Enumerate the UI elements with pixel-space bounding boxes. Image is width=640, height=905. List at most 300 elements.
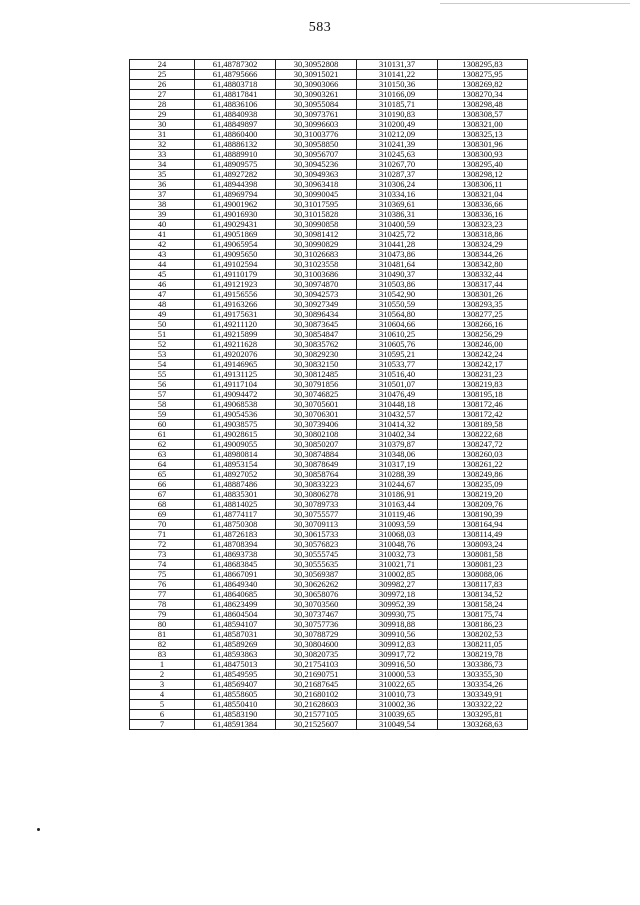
latitude-cell: 61,48750308	[195, 520, 276, 530]
longitude-cell: 30,21628603	[276, 700, 357, 710]
latitude-cell: 61,48558605	[195, 690, 276, 700]
x-coordinate-cell: 310002,36	[357, 700, 438, 710]
longitude-cell: 30,30626262	[276, 580, 357, 590]
longitude-cell: 30,30996603	[276, 120, 357, 130]
point-number-cell: 39	[130, 210, 195, 220]
x-coordinate-cell: 310550,59	[357, 300, 438, 310]
point-number-cell: 5	[130, 700, 195, 710]
x-coordinate-cell: 310306,24	[357, 180, 438, 190]
y-coordinate-cell: 1308172,46	[438, 400, 528, 410]
table-row	[130, 530, 528, 540]
x-coordinate-cell: 310131,37	[357, 60, 438, 70]
y-coordinate-cell: 1308324,29	[438, 240, 528, 250]
y-coordinate-cell: 1308081,23	[438, 560, 528, 570]
longitude-cell: 30,30973761	[276, 110, 357, 120]
table-row	[130, 380, 528, 390]
longitude-cell: 30,30915021	[276, 70, 357, 80]
table-row	[130, 280, 528, 290]
table-row	[130, 490, 528, 500]
y-coordinate-cell: 1308195,18	[438, 390, 528, 400]
x-coordinate-cell: 310379,87	[357, 440, 438, 450]
x-coordinate-cell: 310141,22	[357, 70, 438, 80]
longitude-cell: 30,30615733	[276, 530, 357, 540]
y-coordinate-cell: 1303386,73	[438, 660, 528, 670]
y-coordinate-cell: 1308242,24	[438, 350, 528, 360]
table-row	[130, 520, 528, 530]
y-coordinate-cell: 1303354,26	[438, 680, 528, 690]
x-coordinate-cell: 310212,09	[357, 130, 438, 140]
table-row	[130, 400, 528, 410]
x-coordinate-cell: 309917,72	[357, 650, 438, 660]
y-coordinate-cell: 1308266,16	[438, 320, 528, 330]
point-number-cell: 55	[130, 370, 195, 380]
latitude-cell: 61,48860400	[195, 130, 276, 140]
y-coordinate-cell: 1308336,16	[438, 210, 528, 220]
latitude-cell: 61,48550410	[195, 700, 276, 710]
y-coordinate-cell: 1303355,30	[438, 670, 528, 680]
longitude-cell: 30,21754103	[276, 660, 357, 670]
point-number-cell: 24	[130, 60, 195, 70]
x-coordinate-cell: 310032,73	[357, 550, 438, 560]
x-coordinate-cell: 310490,37	[357, 270, 438, 280]
table-row	[130, 320, 528, 330]
y-coordinate-cell: 1308235,09	[438, 480, 528, 490]
x-coordinate-cell: 310432,57	[357, 410, 438, 420]
y-coordinate-cell: 1308261,22	[438, 460, 528, 470]
table-row	[130, 500, 528, 510]
y-coordinate-cell: 1308190,39	[438, 510, 528, 520]
table-row	[130, 660, 528, 670]
longitude-cell: 30,30658076	[276, 590, 357, 600]
point-number-cell: 36	[130, 180, 195, 190]
x-coordinate-cell: 310564,80	[357, 310, 438, 320]
table-row	[130, 720, 528, 730]
x-coordinate-cell: 310267,70	[357, 160, 438, 170]
latitude-cell: 61,48623499	[195, 600, 276, 610]
x-coordinate-cell: 310595,21	[357, 350, 438, 360]
x-coordinate-cell: 310501,07	[357, 380, 438, 390]
longitude-cell: 30,30952808	[276, 60, 357, 70]
latitude-cell: 61,49001962	[195, 200, 276, 210]
y-coordinate-cell: 1308117,83	[438, 580, 528, 590]
y-coordinate-cell: 1303295,81	[438, 710, 528, 720]
table-row	[130, 390, 528, 400]
table-row	[130, 480, 528, 490]
table-row	[130, 150, 528, 160]
table-row	[130, 80, 528, 90]
point-number-cell: 63	[130, 450, 195, 460]
point-number-cell: 42	[130, 240, 195, 250]
table-row	[130, 640, 528, 650]
point-number-cell: 28	[130, 100, 195, 110]
latitude-cell: 61,48708394	[195, 540, 276, 550]
longitude-cell: 30,30990045	[276, 190, 357, 200]
longitude-cell: 30,30963418	[276, 180, 357, 190]
point-number-cell: 40	[130, 220, 195, 230]
x-coordinate-cell: 310000,53	[357, 670, 438, 680]
x-coordinate-cell: 310473,86	[357, 250, 438, 260]
point-number-cell: 51	[130, 330, 195, 340]
latitude-cell: 61,48889910	[195, 150, 276, 160]
x-coordinate-cell: 310119,46	[357, 510, 438, 520]
y-coordinate-cell: 1308231,23	[438, 370, 528, 380]
y-coordinate-cell: 1308246,00	[438, 340, 528, 350]
table-row	[130, 100, 528, 110]
longitude-cell: 30,30705601	[276, 400, 357, 410]
y-coordinate-cell: 1308298,48	[438, 100, 528, 110]
y-coordinate-cell: 1308301,26	[438, 290, 528, 300]
x-coordinate-cell: 310190,83	[357, 110, 438, 120]
y-coordinate-cell: 1308321,00	[438, 120, 528, 130]
y-coordinate-cell: 1308342,80	[438, 260, 528, 270]
y-coordinate-cell: 1308158,24	[438, 600, 528, 610]
point-number-cell: 47	[130, 290, 195, 300]
y-coordinate-cell: 1308332,44	[438, 270, 528, 280]
latitude-cell: 61,49202076	[195, 350, 276, 360]
latitude-cell: 61,49131125	[195, 370, 276, 380]
longitude-cell: 30,30896434	[276, 310, 357, 320]
longitude-cell: 30,31003776	[276, 130, 357, 140]
longitude-cell: 30,30737467	[276, 610, 357, 620]
latitude-cell: 61,48726183	[195, 530, 276, 540]
point-number-cell: 50	[130, 320, 195, 330]
latitude-cell: 61,49016930	[195, 210, 276, 220]
longitude-cell: 30,30788729	[276, 630, 357, 640]
y-coordinate-cell: 1308114,49	[438, 530, 528, 540]
longitude-cell: 30,30806278	[276, 490, 357, 500]
x-coordinate-cell: 310476,49	[357, 390, 438, 400]
y-coordinate-cell: 1308247,72	[438, 440, 528, 450]
point-number-cell: 6	[130, 710, 195, 720]
table-row	[130, 220, 528, 230]
x-coordinate-cell: 310533,77	[357, 360, 438, 370]
y-coordinate-cell: 1308260,03	[438, 450, 528, 460]
point-number-cell: 30	[130, 120, 195, 130]
latitude-cell: 61,48849897	[195, 120, 276, 130]
y-coordinate-cell: 1308301,96	[438, 140, 528, 150]
table-row	[130, 350, 528, 360]
point-number-cell: 2	[130, 670, 195, 680]
longitude-cell: 30,30835762	[276, 340, 357, 350]
table-row	[130, 670, 528, 680]
longitude-cell: 30,30858764	[276, 470, 357, 480]
x-coordinate-cell: 310610,25	[357, 330, 438, 340]
x-coordinate-cell: 310245,63	[357, 150, 438, 160]
table-row	[130, 170, 528, 180]
point-number-cell: 80	[130, 620, 195, 630]
table-row	[130, 430, 528, 440]
latitude-cell: 61,48927052	[195, 470, 276, 480]
x-coordinate-cell: 310288,39	[357, 470, 438, 480]
y-coordinate-cell: 1308175,74	[438, 610, 528, 620]
x-coordinate-cell: 309952,39	[357, 600, 438, 610]
latitude-cell: 61,49095650	[195, 250, 276, 260]
latitude-cell: 61,48549595	[195, 670, 276, 680]
x-coordinate-cell: 310369,61	[357, 200, 438, 210]
latitude-cell: 61,48887486	[195, 480, 276, 490]
latitude-cell: 61,49211628	[195, 340, 276, 350]
longitude-cell: 30,30709113	[276, 520, 357, 530]
table-row	[130, 560, 528, 570]
point-number-cell: 69	[130, 510, 195, 520]
y-coordinate-cell: 1308202,53	[438, 630, 528, 640]
point-number-cell: 44	[130, 260, 195, 270]
longitude-cell: 30,30757736	[276, 620, 357, 630]
x-coordinate-cell: 310048,76	[357, 540, 438, 550]
table-row	[130, 510, 528, 520]
longitude-cell: 30,30942573	[276, 290, 357, 300]
x-coordinate-cell: 309912,83	[357, 640, 438, 650]
x-coordinate-cell: 310542,90	[357, 290, 438, 300]
latitude-cell: 61,48569407	[195, 680, 276, 690]
point-number-cell: 4	[130, 690, 195, 700]
point-number-cell: 45	[130, 270, 195, 280]
latitude-cell: 61,48836106	[195, 100, 276, 110]
latitude-cell: 61,49028615	[195, 430, 276, 440]
longitude-cell: 30,31026683	[276, 250, 357, 260]
longitude-cell: 30,30820735	[276, 650, 357, 660]
longitude-cell: 30,21577105	[276, 710, 357, 720]
x-coordinate-cell: 310400,59	[357, 220, 438, 230]
latitude-cell: 61,48475013	[195, 660, 276, 670]
table-row	[130, 270, 528, 280]
table-row	[130, 450, 528, 460]
latitude-cell: 61,48927282	[195, 170, 276, 180]
latitude-cell: 61,48594107	[195, 620, 276, 630]
table-row	[130, 230, 528, 240]
table-row	[130, 610, 528, 620]
x-coordinate-cell: 310166,09	[357, 90, 438, 100]
y-coordinate-cell: 1308219,78	[438, 650, 528, 660]
longitude-cell: 30,30850207	[276, 440, 357, 450]
point-number-cell: 73	[130, 550, 195, 560]
x-coordinate-cell: 310022,65	[357, 680, 438, 690]
longitude-cell: 30,30958850	[276, 140, 357, 150]
y-coordinate-cell: 1308256,29	[438, 330, 528, 340]
longitude-cell: 30,30990829	[276, 240, 357, 250]
latitude-cell: 61,48604504	[195, 610, 276, 620]
latitude-cell: 61,49110179	[195, 270, 276, 280]
table-row	[130, 330, 528, 340]
y-coordinate-cell: 1308270,34	[438, 90, 528, 100]
point-number-cell: 33	[130, 150, 195, 160]
latitude-cell: 61,49146965	[195, 360, 276, 370]
longitude-cell: 30,30903261	[276, 90, 357, 100]
latitude-cell: 61,48649340	[195, 580, 276, 590]
point-number-cell: 34	[130, 160, 195, 170]
x-coordinate-cell: 310185,71	[357, 100, 438, 110]
point-number-cell: 76	[130, 580, 195, 590]
latitude-cell: 61,49068538	[195, 400, 276, 410]
point-number-cell: 56	[130, 380, 195, 390]
longitude-cell: 30,31003686	[276, 270, 357, 280]
x-coordinate-cell: 309930,75	[357, 610, 438, 620]
latitude-cell: 61,49054536	[195, 410, 276, 420]
latitude-cell: 61,48591384	[195, 720, 276, 730]
point-number-cell: 53	[130, 350, 195, 360]
point-number-cell: 41	[130, 230, 195, 240]
x-coordinate-cell: 310021,71	[357, 560, 438, 570]
x-coordinate-cell: 310402,34	[357, 430, 438, 440]
latitude-cell: 61,48667091	[195, 570, 276, 580]
longitude-cell: 30,30812485	[276, 370, 357, 380]
latitude-cell: 61,49175631	[195, 310, 276, 320]
point-number-cell: 67	[130, 490, 195, 500]
x-coordinate-cell: 309918,88	[357, 620, 438, 630]
latitude-cell: 61,48593863	[195, 650, 276, 660]
x-coordinate-cell: 310244,67	[357, 480, 438, 490]
latitude-cell: 61,49156556	[195, 290, 276, 300]
y-coordinate-cell: 1308189,58	[438, 420, 528, 430]
y-coordinate-cell: 1308242,17	[438, 360, 528, 370]
latitude-cell: 61,48587031	[195, 630, 276, 640]
x-coordinate-cell: 310186,91	[357, 490, 438, 500]
x-coordinate-cell: 310163,44	[357, 500, 438, 510]
y-coordinate-cell: 1303349,91	[438, 690, 528, 700]
point-number-cell: 60	[130, 420, 195, 430]
latitude-cell: 61,48774117	[195, 510, 276, 520]
x-coordinate-cell: 310002,85	[357, 570, 438, 580]
point-number-cell: 3	[130, 680, 195, 690]
y-coordinate-cell: 1308219,20	[438, 490, 528, 500]
latitude-cell: 61,48683845	[195, 560, 276, 570]
latitude-cell: 61,48640685	[195, 590, 276, 600]
x-coordinate-cell: 310200,49	[357, 120, 438, 130]
x-coordinate-cell: 309972,18	[357, 590, 438, 600]
longitude-cell: 30,30955084	[276, 100, 357, 110]
table-row	[130, 470, 528, 480]
latitude-cell: 61,49211120	[195, 320, 276, 330]
table-row	[130, 140, 528, 150]
table-row	[130, 260, 528, 270]
point-number-cell: 70	[130, 520, 195, 530]
latitude-cell: 61,49094472	[195, 390, 276, 400]
table-row	[130, 690, 528, 700]
table-row	[130, 290, 528, 300]
point-number-cell: 68	[130, 500, 195, 510]
x-coordinate-cell: 309982,27	[357, 580, 438, 590]
table-row	[130, 60, 528, 70]
y-coordinate-cell: 1308164,94	[438, 520, 528, 530]
table-row	[130, 210, 528, 220]
latitude-cell: 61,48795666	[195, 70, 276, 80]
table-row	[130, 420, 528, 430]
latitude-cell: 61,48803718	[195, 80, 276, 90]
longitude-cell: 30,30555635	[276, 560, 357, 570]
y-coordinate-cell: 1308088,06	[438, 570, 528, 580]
x-coordinate-cell: 310503,86	[357, 280, 438, 290]
x-coordinate-cell: 310386,31	[357, 210, 438, 220]
y-coordinate-cell: 1308211,05	[438, 640, 528, 650]
x-coordinate-cell: 310516,40	[357, 370, 438, 380]
x-coordinate-cell: 310287,37	[357, 170, 438, 180]
x-coordinate-cell: 310039,65	[357, 710, 438, 720]
longitude-cell: 30,30873645	[276, 320, 357, 330]
point-number-cell: 65	[130, 470, 195, 480]
y-coordinate-cell: 1308081,58	[438, 550, 528, 560]
point-number-cell: 82	[130, 640, 195, 650]
longitude-cell: 30,30981412	[276, 230, 357, 240]
table-row	[130, 300, 528, 310]
latitude-cell: 61,48840938	[195, 110, 276, 120]
point-number-cell: 66	[130, 480, 195, 490]
point-number-cell: 83	[130, 650, 195, 660]
latitude-cell: 61,49051869	[195, 230, 276, 240]
table-row	[130, 250, 528, 260]
latitude-cell: 61,48909575	[195, 160, 276, 170]
table-row	[130, 650, 528, 660]
point-number-cell: 1	[130, 660, 195, 670]
latitude-cell: 61,49121923	[195, 280, 276, 290]
longitude-cell: 30,30990858	[276, 220, 357, 230]
table-row	[130, 130, 528, 140]
longitude-cell: 30,30945236	[276, 160, 357, 170]
longitude-cell: 30,30739406	[276, 420, 357, 430]
y-coordinate-cell: 1308300,93	[438, 150, 528, 160]
y-coordinate-cell: 1308275,95	[438, 70, 528, 80]
latitude-cell: 61,48969794	[195, 190, 276, 200]
longitude-cell: 30,30746825	[276, 390, 357, 400]
scan-dot-mark	[37, 828, 40, 831]
y-coordinate-cell: 1308134,52	[438, 590, 528, 600]
point-number-cell: 31	[130, 130, 195, 140]
x-coordinate-cell: 310414,32	[357, 420, 438, 430]
y-coordinate-cell: 1308295,40	[438, 160, 528, 170]
longitude-cell: 30,30706301	[276, 410, 357, 420]
latitude-cell: 61,49102594	[195, 260, 276, 270]
latitude-cell: 61,49215899	[195, 330, 276, 340]
table-row	[130, 680, 528, 690]
table-row	[130, 630, 528, 640]
point-number-cell: 64	[130, 460, 195, 470]
table-row	[130, 200, 528, 210]
x-coordinate-cell: 310334,16	[357, 190, 438, 200]
table-row	[130, 540, 528, 550]
y-coordinate-cell: 1308249,86	[438, 470, 528, 480]
y-coordinate-cell: 1308306,11	[438, 180, 528, 190]
longitude-cell: 30,30829230	[276, 350, 357, 360]
y-coordinate-cell: 1303268,63	[438, 720, 528, 730]
table-row	[130, 120, 528, 130]
y-coordinate-cell: 1308308,57	[438, 110, 528, 120]
coordinates-table-body	[130, 60, 528, 730]
table-row	[130, 550, 528, 560]
table-row	[130, 160, 528, 170]
longitude-cell: 30,30903066	[276, 80, 357, 90]
y-coordinate-cell: 1308336,66	[438, 200, 528, 210]
x-coordinate-cell: 310241,39	[357, 140, 438, 150]
point-number-cell: 35	[130, 170, 195, 180]
x-coordinate-cell: 310068,03	[357, 530, 438, 540]
y-coordinate-cell: 1308317,44	[438, 280, 528, 290]
latitude-cell: 61,48944398	[195, 180, 276, 190]
longitude-cell: 30,30927349	[276, 300, 357, 310]
longitude-cell: 30,30802108	[276, 430, 357, 440]
point-number-cell: 27	[130, 90, 195, 100]
x-coordinate-cell: 310093,59	[357, 520, 438, 530]
point-number-cell: 72	[130, 540, 195, 550]
table-row	[130, 370, 528, 380]
longitude-cell: 30,30804600	[276, 640, 357, 650]
y-coordinate-cell: 1308219,83	[438, 380, 528, 390]
longitude-cell: 30,30956707	[276, 150, 357, 160]
longitude-cell: 30,30854847	[276, 330, 357, 340]
scan-edge-line	[440, 3, 630, 4]
longitude-cell: 30,30576823	[276, 540, 357, 550]
point-number-cell: 59	[130, 410, 195, 420]
x-coordinate-cell: 310317,19	[357, 460, 438, 470]
table-row	[130, 580, 528, 590]
